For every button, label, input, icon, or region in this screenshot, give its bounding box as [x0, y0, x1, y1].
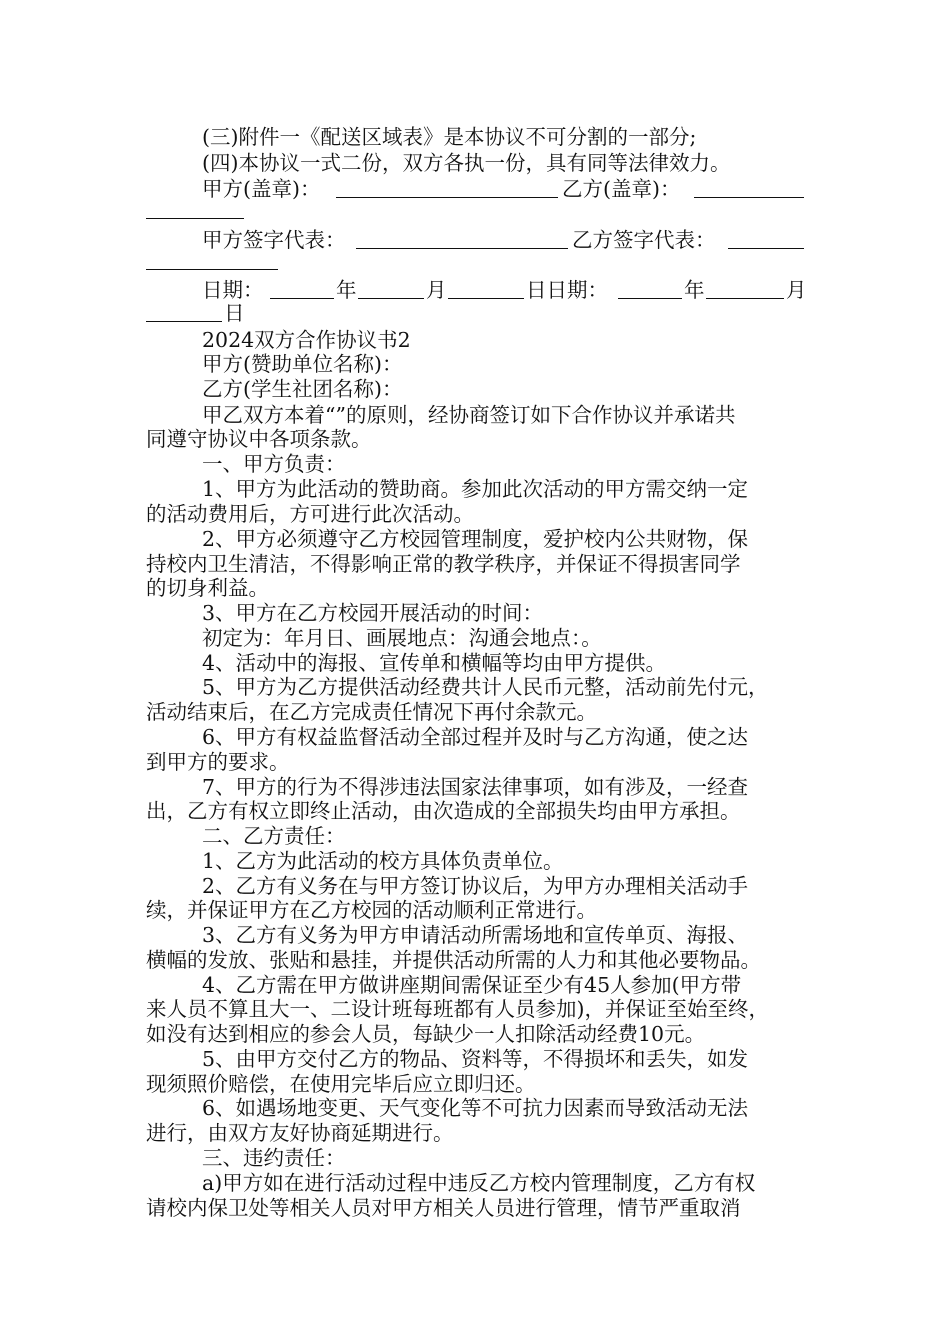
preamble-line-2: 同遵守协议中各项条款。 [146, 427, 372, 451]
a2-line-2: 持校内卫生清洁，不得影响正常的教学秩序，并保证不得损害同学 [146, 552, 741, 576]
date-a-day-blank [448, 280, 524, 299]
b6-line-1: 6、如遇场地变更、天气变化等不可抗力因素而导致活动无法 [202, 1096, 749, 1120]
b1-line-1: 1、乙方为此活动的校方具体负责单位。 [202, 849, 564, 873]
date-b-day-blank [146, 303, 222, 322]
party-b-signer-label: 乙方签字代表： [572, 228, 716, 252]
party-b-signer-blank-cont [146, 251, 278, 270]
heading-party-a-duties: 一、甲方负责： [202, 452, 346, 476]
c-a-line-2: 请校内保卫处等相关人员对甲方相关人员进行管理，情节严重取消 [146, 1196, 741, 1220]
date-b-month-blank [706, 280, 784, 299]
party-b-name: 乙方(学生社团名称)： [202, 377, 403, 401]
b4-line-2: 来人员不算且大一、二设计班每班都有人员参加)，并保证至始至终， [146, 997, 769, 1021]
b4-line-1: 4、乙方需在甲方做讲座期间需保证至少有45人参加(甲方带 [202, 973, 742, 997]
b3-line-2: 横幅的发放、张贴和悬挂，并提供活动所需的人力和其他必要物品。 [146, 948, 761, 972]
party-a-seal-blank [336, 179, 558, 198]
preamble-line-1: 甲乙双方本着“”的原则，经协商签订如下合作协议并承诺共 [202, 403, 736, 427]
a6-line-1: 6、甲方有权益监督活动全部过程并及时与乙方沟通，使之达 [202, 725, 749, 749]
a2-line-1: 2、甲方必须遵守乙方校园管理制度，爱护校内公共财物，保 [202, 527, 749, 551]
date-a-year: 年 [336, 278, 357, 302]
a2-line-3: 的切身利益。 [146, 576, 269, 600]
date-a-month-blank [358, 280, 424, 299]
clause-copies: (四)本协议一式二份，双方各执一份，具有同等法律效力。 [202, 151, 731, 175]
party-a-signer-blank [356, 230, 568, 249]
a7-line-1: 7、甲方的行为不得涉违法国家法律事项，如有涉及，一经查 [202, 775, 749, 799]
date-a-month: 月 [426, 278, 447, 302]
a5-line-1: 5、甲方为乙方提供活动经费共计人民币元整，活动前先付元， [202, 675, 769, 699]
date-b-label: 日日期： [526, 278, 608, 302]
date-b-day: 日 [224, 301, 245, 325]
b6-line-2: 进行，由双方友好协商延期进行。 [146, 1121, 454, 1145]
clause-attachment: (三)附件一《配送区域表》是本协议不可分割的一部分; [202, 125, 697, 149]
a7-line-2: 出，乙方有权立即终止活动，由次造成的全部损失均由甲方承担。 [146, 799, 741, 823]
b2-line-2: 续，并保证甲方在乙方校园的活动顺利正常进行。 [146, 898, 597, 922]
party-b-seal-label: 乙方(盖章)： [562, 177, 681, 201]
a5-line-2: 活动结束后，在乙方完成责任情况下再付余款元。 [146, 700, 597, 724]
party-b-seal-blank-cont [146, 200, 244, 219]
date-b-year: 年 [684, 278, 705, 302]
b4-line-3: 如没有达到相应的参会人员，每缺少一人扣除活动经费10元。 [146, 1022, 706, 1046]
section-title: 2024双方合作协议书2 [202, 328, 411, 352]
party-a-signer-label: 甲方签字代表： [202, 228, 346, 252]
party-a-name: 甲方(赞助单位名称)： [202, 352, 403, 376]
a3-line-1: 3、甲方在乙方校园开展活动的时间： [202, 601, 544, 625]
b3-line-1: 3、乙方有义务为甲方申请活动所需场地和宣传单页、海报、 [202, 923, 749, 947]
date-b-year-blank [618, 280, 682, 299]
date-a-label: 日期： [202, 278, 264, 302]
party-b-signer-blank [728, 230, 804, 249]
heading-breach-liability: 三、违约责任： [202, 1146, 346, 1170]
party-b-seal-blank [694, 179, 804, 198]
a1-line-1: 1、甲方为此活动的赞助商。参加此次活动的甲方需交纳一定 [202, 477, 749, 501]
a1-line-2: 的活动费用后，方可进行此次活动。 [146, 502, 474, 526]
b5-line-2: 现须照价赔偿，在使用完毕后应立即归还。 [146, 1072, 536, 1096]
a3-line-2: 初定为：年月日、画展地点：沟通会地点：。 [202, 626, 602, 650]
party-a-seal-label: 甲方(盖章)： [202, 177, 321, 201]
b2-line-1: 2、乙方有义务在与甲方签订协议后，为甲方办理相关活动手 [202, 874, 749, 898]
a4-line-1: 4、活动中的海报、宣传单和横幅等均由甲方提供。 [202, 651, 667, 675]
heading-party-b-duties: 二、乙方责任： [202, 824, 346, 848]
b5-line-1: 5、由甲方交付乙方的物品、资料等，不得损坏和丢失，如发 [202, 1047, 749, 1071]
a6-line-2: 到甲方的要求。 [146, 750, 290, 774]
c-a-line-1: a)甲方如在进行活动过程中违反乙方校内管理制度，乙方有权 [202, 1171, 756, 1195]
date-a-year-blank [270, 280, 334, 299]
date-b-month: 月 [786, 278, 807, 302]
